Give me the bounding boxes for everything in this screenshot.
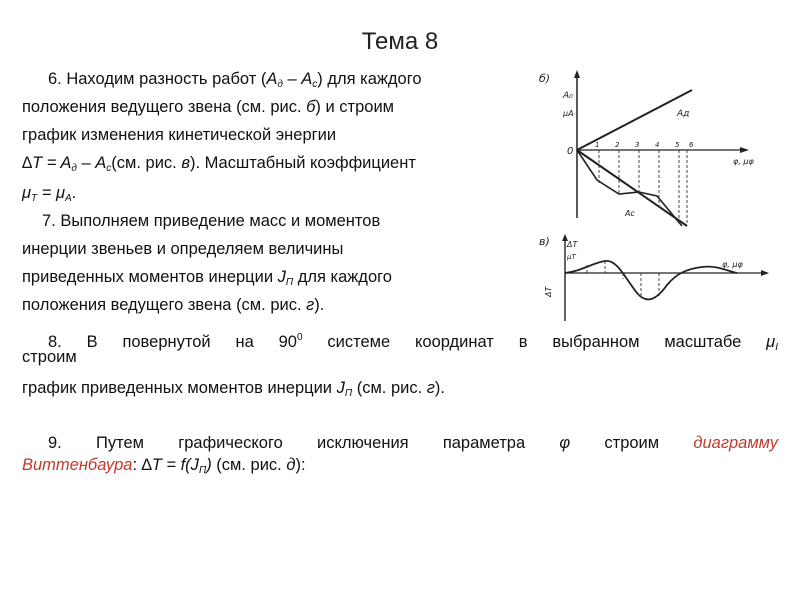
text: приведенных моментов инерции xyxy=(22,268,278,286)
figure-ref: г xyxy=(306,296,315,314)
position-guides xyxy=(599,150,687,226)
paragraph-8-line-2: строим xyxy=(22,348,77,366)
text: (см. рис. xyxy=(111,154,182,172)
subscript: T xyxy=(31,193,38,204)
paragraph-9-line-2 xyxy=(22,454,306,482)
tick-label: 3 xyxy=(635,141,640,149)
subscript: д xyxy=(71,163,77,174)
paragraph-6-line-2 xyxy=(22,94,394,121)
text: ). xyxy=(434,379,446,397)
y-axis-scale: μT xyxy=(567,253,576,261)
subscript: П xyxy=(198,465,207,476)
symbol: J xyxy=(336,379,345,397)
text: ) и строим xyxy=(315,98,395,116)
text: положения ведущего звена (см. рис. xyxy=(22,296,307,314)
tick-label: 1 xyxy=(595,141,600,149)
text: 7. Выполняем приведение масс и моментов xyxy=(42,212,381,230)
tick-label: 6 xyxy=(689,141,694,149)
text: ) для каждого xyxy=(317,70,422,88)
driving-work-label: Aд xyxy=(677,109,690,119)
highlight-term: диаграмму xyxy=(693,434,779,452)
subscript: П xyxy=(285,277,294,288)
y-axis-scale: μA xyxy=(563,109,574,118)
formula: ∆T = A xyxy=(22,154,72,172)
symbol: φ xyxy=(559,434,571,452)
x-axis-arrow xyxy=(761,270,769,276)
superscript: 0 xyxy=(296,332,303,343)
symbol: A xyxy=(266,70,278,88)
paragraph-7-line-4 xyxy=(22,292,324,319)
figure-ref: б xyxy=(306,98,316,116)
paragraph-7-line-1 xyxy=(22,208,380,235)
figure-label: б) xyxy=(539,72,551,85)
x-axis-label: φ, μφ xyxy=(733,157,754,166)
formula: ) xyxy=(206,456,212,474)
subscript: I xyxy=(775,342,778,353)
paragraph-8-line-1 xyxy=(22,327,778,359)
text: ). Масштабный коэффициент xyxy=(189,154,416,172)
text: для каждого xyxy=(293,268,392,286)
figure-ref: д xyxy=(286,456,296,474)
formula: – A xyxy=(76,154,107,172)
text: 9. Путем графического исключения параметра xyxy=(48,434,560,452)
y-axis-label: A₀ xyxy=(563,91,573,101)
symbol: μ xyxy=(22,184,32,202)
text: системе координат в выбранном масштабе xyxy=(302,333,767,351)
subscript: П xyxy=(344,388,353,399)
text: строим xyxy=(570,434,694,452)
highlight-term: Виттенбаура xyxy=(22,456,133,474)
text: положения ведущего звена (см. рис. xyxy=(22,98,307,116)
side-label: ΔT xyxy=(544,286,553,297)
tick-label: 4 xyxy=(655,141,660,149)
text: (см. рис. xyxy=(352,379,427,397)
figure-label: в) xyxy=(539,235,550,248)
symbol: A xyxy=(301,70,313,88)
text: – xyxy=(282,70,302,88)
symbol: J xyxy=(277,268,286,286)
symbol: μ xyxy=(766,333,776,351)
text: : ∆ xyxy=(132,456,152,474)
formula: = μ xyxy=(37,184,65,202)
paragraph-6-line-4 xyxy=(22,150,416,182)
text: ). xyxy=(314,296,325,314)
paragraph-8-line-3 xyxy=(22,377,445,405)
paragraph-7-line-2: инерции звеньев и определяем величины xyxy=(22,240,344,258)
resisting-work-label: Ac xyxy=(625,209,635,218)
energy-curve xyxy=(565,261,737,300)
text: 6. Находим разность работ ( xyxy=(48,70,267,88)
kinetic-energy-figure xyxy=(537,233,780,323)
figure-ref: г xyxy=(426,379,435,397)
tick-label: 5 xyxy=(675,141,680,149)
y-axis-arrow xyxy=(574,70,580,78)
paragraph-6-line-3: график изменения кинетической энергии xyxy=(22,126,337,144)
subscript: c xyxy=(312,79,318,90)
origin-label: 0 xyxy=(567,146,574,157)
figure-ref: в xyxy=(181,154,190,172)
tick-label: 2 xyxy=(615,141,620,149)
text: 8. В повернутой на 90 xyxy=(48,333,297,351)
x-axis-label: φ, μφ xyxy=(722,260,743,269)
formula: T = f(J xyxy=(151,456,199,474)
text: ): xyxy=(295,456,306,474)
text: . xyxy=(71,184,77,202)
text: (см. рис. xyxy=(211,456,287,474)
y-axis-label: ΔT xyxy=(567,240,578,249)
paragraph-9-line-1 xyxy=(22,432,778,454)
subscript: A xyxy=(65,193,72,204)
subscript: д xyxy=(277,79,283,90)
text: график приведенных моментов инерции xyxy=(22,379,337,397)
work-diagram-figure xyxy=(537,68,780,232)
position-guides xyxy=(587,261,677,297)
subscript: c xyxy=(106,163,112,174)
page-title: Тема 8 xyxy=(361,28,439,55)
x-axis-arrow xyxy=(740,147,749,153)
